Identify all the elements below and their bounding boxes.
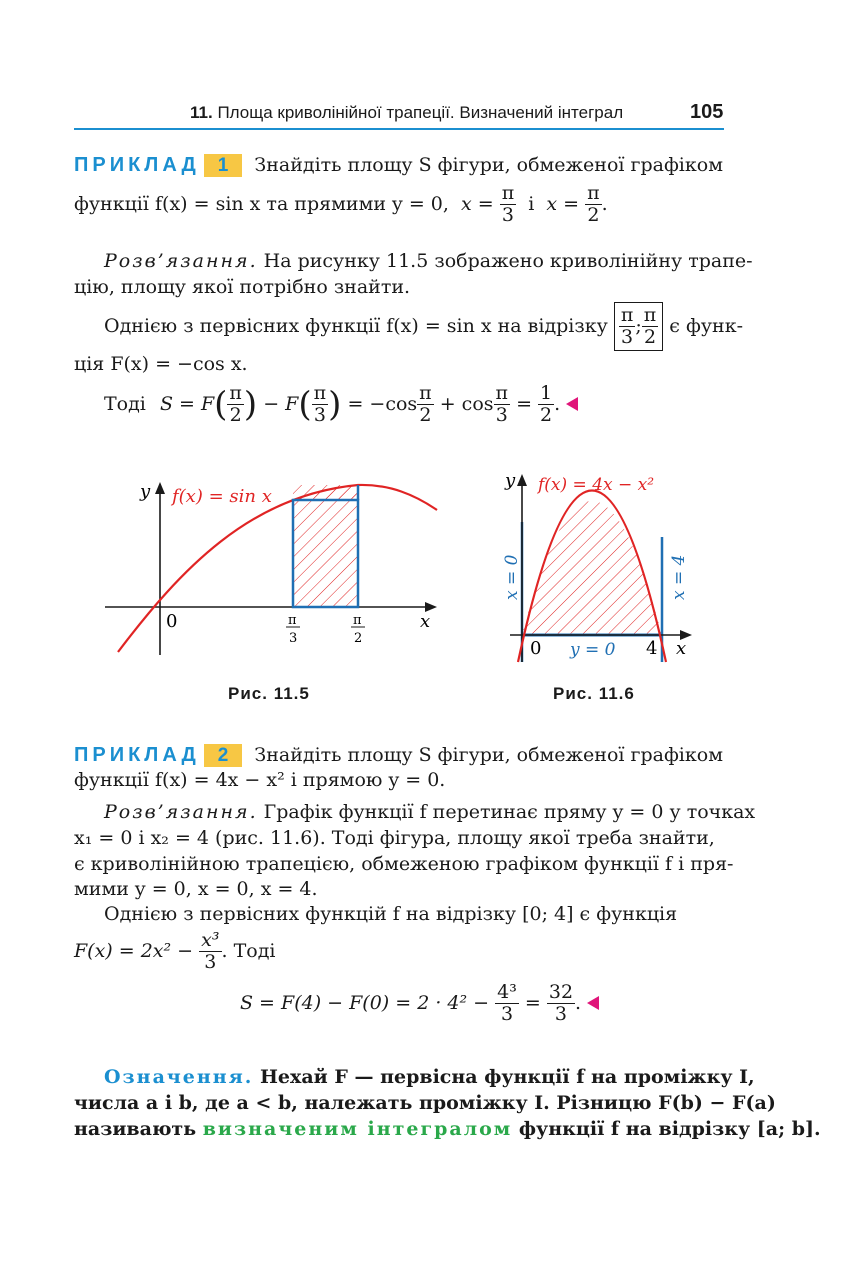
- definition-term: визначеним інтегралом: [202, 1118, 513, 1140]
- fig2-tick-4: 4: [646, 638, 658, 659]
- definition-line1: [104, 1068, 755, 1087]
- page-number: 105: [690, 101, 724, 123]
- end-of-solution-icon: [566, 397, 578, 411]
- frac-den: 3: [204, 950, 217, 973]
- example1-sol-2: цію, площу якої потрібно знайти.: [74, 276, 411, 298]
- example1-sol-line3: [104, 302, 743, 351]
- fig1-tick-pi-2-den: 2: [354, 631, 363, 646]
- frac-den: 2: [419, 403, 432, 426]
- frac-num: x³: [201, 929, 220, 951]
- example1-sol-label: Розв’язання.: [104, 250, 258, 272]
- example1-task-b2: x =: [460, 192, 494, 215]
- example2-sol-3: є криволінійною трапецією, обмеженою графіком функції f і пря-: [74, 853, 734, 875]
- frac-num: π: [620, 304, 634, 326]
- interval-bracket: [614, 302, 663, 351]
- example1-sol-4: ція F(x) = −cos x.: [74, 353, 248, 375]
- example2-sol-line1: [104, 803, 755, 822]
- example2-task-a: Знайдіть площу S фігури, обмеженої графіком: [254, 744, 723, 766]
- frac-x3-3: [199, 930, 221, 973]
- frac-pi-2: [585, 183, 602, 226]
- frac-num: π: [495, 382, 509, 404]
- example1-sol-5b: S = F: [159, 392, 215, 415]
- example1-task-b1: функції f(x) = sin x та прямими y = 0,: [74, 192, 449, 215]
- definition-line2: числа a і b, де a < b, належать проміжку I. Різницю F(b) − F(a): [74, 1092, 776, 1114]
- frac-32-3: [547, 982, 575, 1025]
- section-title: Площа криволінійної трапеції. Визначений інтеграл: [217, 103, 624, 122]
- frac-pi-2: [227, 383, 244, 426]
- frac-den: 2: [229, 403, 242, 426]
- fig1-origin: 0: [166, 611, 178, 632]
- fig2-origin: 0: [530, 638, 542, 659]
- frac-num: 4³: [497, 981, 517, 1003]
- frac-1-2: [538, 383, 554, 426]
- example2-heading: [74, 744, 723, 767]
- frac-num: π: [643, 304, 657, 326]
- example2-sol-line6: [74, 930, 275, 973]
- fig2-line-x0-label: x = 0: [502, 554, 522, 600]
- example1-sol-3a: Однією з первісних функції f(x) = sin x на відрізку: [104, 314, 608, 337]
- example2-sol-line7: S = F(4) − F(0) = 2 · 4² − $\frac{\text{4³}}{3}$ = $\frac{32}{3}$ .: [240, 982, 599, 1025]
- example1-sol-line1: [104, 252, 753, 271]
- y-axis-arrow-icon: [155, 482, 165, 494]
- example2-sol-7b: =: [524, 991, 541, 1014]
- definition-label: Означення.: [104, 1066, 254, 1088]
- definition-text-3b: функції f на відрізку [a; b].: [518, 1118, 821, 1140]
- fig1-x-label: x: [420, 611, 431, 632]
- frac-pi-2: [642, 305, 659, 348]
- example2-label: ПРИКЛАД: [74, 744, 200, 766]
- frac-pi-3: [494, 383, 511, 426]
- frac-den: 3: [501, 203, 514, 226]
- frac-den: 3: [313, 403, 326, 426]
- frac-43-3: [495, 982, 519, 1025]
- figure-11-6: [500, 462, 700, 667]
- frac-den: 2: [643, 325, 657, 348]
- example1-sol-3b: є функ-: [669, 314, 743, 337]
- frac-pi-3: [619, 305, 636, 348]
- frac-den: 3: [495, 403, 508, 426]
- example1-task-a: Знайдіть площу S фігури, обмеженої графіком: [254, 154, 723, 176]
- example1-sol-5d: = −cos: [347, 392, 418, 415]
- fig1-y-label: y: [140, 481, 151, 502]
- frac-den: 3: [500, 1002, 514, 1025]
- fig2-func-label: f(x) = 4x − x²: [538, 475, 655, 495]
- frac-pi-3: [312, 383, 329, 426]
- frac-pi-3: [500, 183, 517, 226]
- example1-sol-5c: − F: [263, 392, 299, 415]
- fig1-tick-pi-3-num: π: [288, 613, 297, 628]
- frac-pi-2: [417, 383, 434, 426]
- frac-num: 32: [548, 981, 574, 1003]
- frac-num: π: [501, 182, 515, 204]
- figure-11-5-caption: Рис. 11.5: [228, 684, 310, 703]
- header-rule: [74, 128, 724, 130]
- frac-den: 2: [540, 403, 553, 426]
- example1-task-b3: і: [528, 192, 535, 215]
- example1-task-b4: x =: [546, 192, 580, 215]
- example1-sol-line5: Тоді S = F( $\frac{\pi}{2}$ ) − F( $\frac{\pi}{3}$ ) = −cos $\frac{\pi}{2}$ + cos $\frac{\pi}{3}$ = $\frac{1}{2}$ .: [104, 383, 578, 426]
- shaded-region: [293, 485, 358, 607]
- definition-text-3a: називають: [74, 1118, 197, 1140]
- example2-sol-7a: S = F(4) − F(0) = 2 · 4² −: [240, 991, 490, 1014]
- example2-sol-6a: F(x) = 2x² −: [74, 939, 194, 962]
- example1-sol-5e: + cos: [439, 392, 494, 415]
- example2-number: 2: [204, 744, 243, 767]
- example2-sol-4: мими y = 0, x = 0, x = 4.: [74, 878, 318, 900]
- frac-num: π: [419, 382, 432, 404]
- y-axis-arrow-icon: [517, 474, 527, 486]
- example1-heading: [74, 154, 723, 177]
- end-of-solution-icon: [587, 996, 599, 1010]
- frac-den: 3: [554, 1002, 567, 1025]
- frac-num: 1: [540, 382, 553, 404]
- example2-task-b: функції f(x) = 4x − x² і прямою y = 0.: [74, 769, 446, 791]
- example1-task-b: функції f(x) = sin x та прямими y = 0, x = $\frac{\pi}{3}$ і x = $\frac{\pi}{2}$ .: [74, 182, 608, 226]
- example2-sol-1: Графік функції f перетинає пряму y = 0 у точках: [263, 801, 756, 823]
- example2-sol-2: x₁ = 0 і x₂ = 4 (рис. 11.6). Тоді фігура, площу якої треба знайти,: [74, 827, 715, 849]
- figure-11-5: [100, 470, 445, 660]
- definition-line3: [74, 1120, 821, 1139]
- frac-den: 3: [621, 325, 634, 348]
- fig1-func-label: f(x) = sin x: [172, 486, 272, 507]
- example1-number: 1: [204, 154, 243, 177]
- fig1-tick-pi-3-den: 3: [289, 631, 298, 646]
- example2-sol-6b: . Тоді: [221, 939, 276, 962]
- example2-sol-label: Розв’язання.: [104, 801, 258, 823]
- definition-text-1: Нехай F — первісна функції f на проміжку I,: [259, 1066, 755, 1088]
- running-header: [190, 103, 623, 123]
- frac-num: π: [229, 382, 242, 404]
- frac-num: π: [587, 182, 600, 204]
- example1-sol-5f: =: [516, 392, 532, 415]
- semicolon: ;: [635, 314, 642, 337]
- fig2-y-label: y: [505, 470, 516, 491]
- fig1-tick-pi-2-num: π: [353, 613, 362, 628]
- fig2-line-x4-label: x = 4: [669, 554, 689, 600]
- figure-11-6-caption: Рис. 11.6: [553, 684, 635, 703]
- fig2-line-y0-label: y = 0: [570, 640, 616, 660]
- fig2-x-label: x: [676, 638, 687, 659]
- frac-den: 2: [587, 203, 600, 226]
- example1-sol-5a: Тоді: [104, 392, 146, 415]
- section-number: 11.: [190, 103, 213, 122]
- example1-sol-1: На рисунку 11.5 зображено криволінійну трапе-: [263, 250, 753, 272]
- example1-label: ПРИКЛАД: [74, 154, 200, 176]
- frac-num: π: [313, 382, 327, 404]
- example2-sol-5: Однією з первісних функцій f на відрізку [0; 4] є функція: [104, 903, 678, 925]
